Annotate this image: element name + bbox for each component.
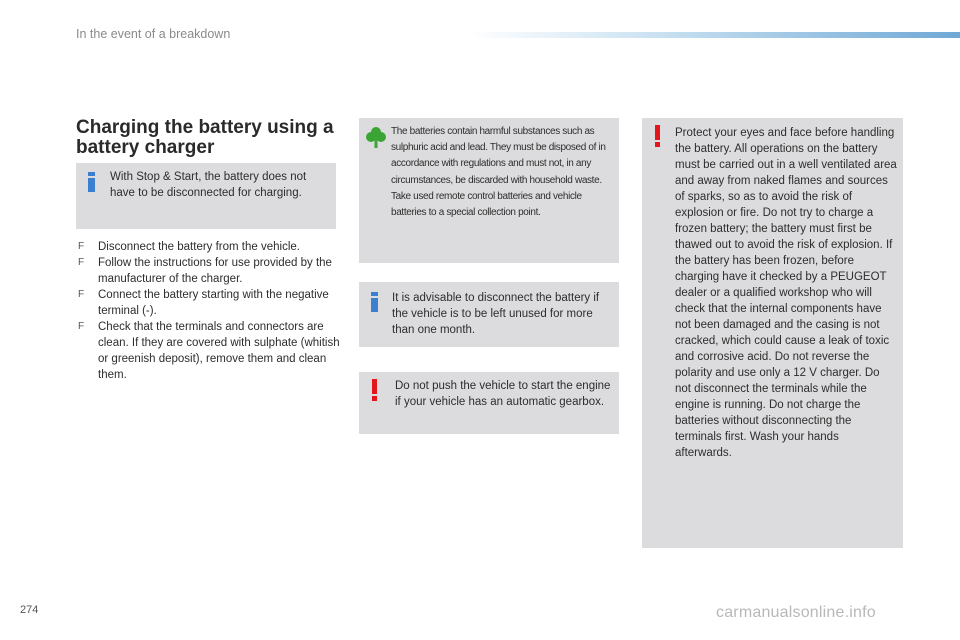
eco-tree-icon [366,126,386,148]
list-item: F Disconnect the battery from the vehicle. [78,241,300,253]
list-item: F Follow the instructions for use provided by the manufacturer of the charger. [78,257,332,285]
battery-safety-warning-text: Protect your eyes and face before handling the battery. All operations on the battery must be carried out in a well ventilated area and away from naked flames and sources of sparks, so as to avoid the risk of explosion or fire. Do not try to charge a frozen battery; the battery must first be thawed out to avoid the risk of explosion. If the battery has been frozen, before charging have it checked by a PEUGEOT dealer or a qualified workshop who will check that the internal components have not been damaged and the casing is not cracked, which could cause a leak of toxic and corrosive acid. Do not reverse the polarity and use only a 12 V charger. Do not disconnect the terminals while the engine is running. Do not charge the batteries without disconnecting the terminals first. Wash your hands afterwards. [675,127,897,459]
battery-safety-warning-box [642,118,903,548]
push-warning-text: Do not push the vehicle to start the engine if your vehicle has an automatic gearbox. [395,380,611,408]
warning-icon [654,125,662,147]
stop-start-info-box [76,163,336,229]
stop-start-note-text: With Stop & Start, the battery does not have to be disconnected for charging. [110,171,307,199]
procedure-steps [78,239,340,383]
disconnect-info-box [359,282,619,347]
disconnect-note-text: It is advisable to disconnect the battery if the vehicle is to be left unused for more than one month. [392,292,600,336]
section-title: Charging the battery using a battery charger [76,117,334,158]
list-item: F Check that the terminals and connectors are clean. If they are covered with sulphate (whitish or greenish deposit), remove them and clean them. [78,321,340,381]
push-warning-box [359,372,619,434]
info-icon [88,172,96,192]
header-accent-bar [468,32,960,38]
chapter-title: In the event of a breakdown [76,27,231,41]
page-number: 274 [20,604,39,616]
info-icon [371,292,379,312]
watermark: carmanualsonline.info [716,604,876,621]
warning-icon [371,379,379,401]
environment-info-box [359,118,619,263]
list-item: F Connect the battery starting with the negative terminal (-). [78,289,329,317]
environment-note-text: The batteries contain harmful substances such as sulphuric acid and lead. They must be disposed of in accordance with regulations and must not, in any circumstances, be discarded with household waste. Take used remote control batteries and vehicle batteries to a special collection point. [391,126,606,219]
